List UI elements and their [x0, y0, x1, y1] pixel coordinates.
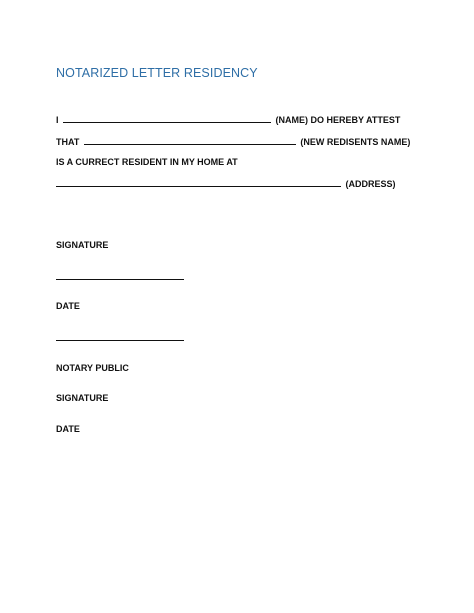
- document-title: NOTARIZED LETTER RESIDENCY: [56, 66, 258, 80]
- attestation-line-resident: [56, 136, 410, 147]
- line4-suffix: (ADDRESS): [345, 179, 396, 189]
- name-blank: [63, 114, 271, 123]
- notary-date-label: DATE: [56, 424, 80, 434]
- notary-public-label: NOTARY PUBLIC: [56, 363, 129, 373]
- attestation-line-name: [56, 114, 400, 125]
- address-blank: [56, 178, 341, 187]
- resident-name-blank: [84, 136, 296, 145]
- line1-suffix: (NAME) DO HEREBY ATTEST: [275, 115, 401, 125]
- line3-text: IS A CURRECT RESIDENT IN MY HOME AT: [56, 157, 238, 167]
- signature-label: SIGNATURE: [56, 240, 109, 250]
- attestation-line-address: [56, 178, 396, 189]
- signature-line: [56, 279, 184, 280]
- line1-prefix: I: [56, 115, 59, 125]
- line2-suffix: (NEW REDISENTS NAME): [300, 137, 411, 147]
- notary-signature-label: SIGNATURE: [56, 393, 109, 403]
- date-label: DATE: [56, 301, 80, 311]
- attestation-line-residence: [56, 157, 238, 167]
- line2-prefix: THAT: [56, 137, 80, 147]
- date-line: [56, 340, 184, 341]
